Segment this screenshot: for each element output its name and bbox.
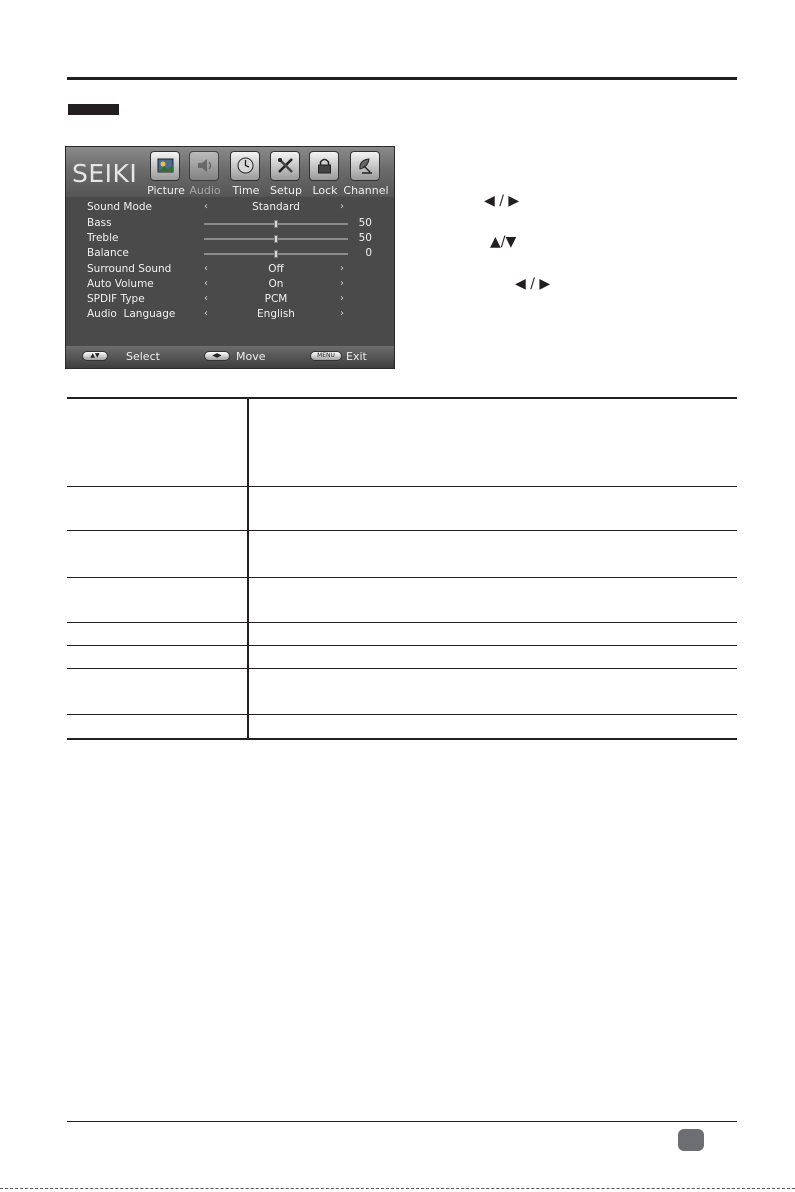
table-row-divider: [67, 714, 737, 715]
clock-icon: [230, 151, 260, 181]
table-row-divider: [67, 530, 737, 531]
osd-header: [66, 147, 394, 197]
tab-channel[interactable]: Channel: [345, 149, 387, 197]
chevron-left-icon[interactable]: ‹: [204, 278, 208, 289]
treble-slider[interactable]: [204, 238, 348, 240]
chevron-left-icon[interactable]: ‹: [204, 308, 208, 319]
header-rule: [67, 77, 737, 80]
setting-sound-mode[interactable]: Sound Mode ‹ Standard ›: [87, 201, 344, 213]
table-top-border: [67, 397, 737, 399]
tab-lock[interactable]: Lock: [304, 149, 346, 197]
slider-knob[interactable]: [274, 235, 278, 243]
osd-footer: ▲▼ Select ◀▶ Move MENU Exit: [66, 346, 394, 368]
section-tag: [68, 104, 119, 115]
setting-treble[interactable]: Treble 50: [87, 232, 372, 244]
setting-spdif-type[interactable]: SPDIF Type ‹ PCM ›: [87, 293, 344, 305]
table-row-divider: [67, 668, 737, 669]
menu-key-icon: MENU: [310, 351, 342, 361]
setup-icon: [270, 151, 300, 181]
chevron-left-icon[interactable]: ‹: [204, 201, 208, 212]
up-down-arrows-icon: ▲/▼: [490, 234, 517, 250]
left-right-arrows-icon: ◀ / ▶: [515, 276, 551, 292]
left-right-keys-icon: ◀▶: [204, 351, 230, 361]
chevron-right-icon[interactable]: ›: [340, 308, 344, 319]
trim-line: [0, 1188, 795, 1189]
picture-icon: [150, 151, 180, 181]
lock-icon: [309, 151, 339, 181]
seiki-logo: SEIKI: [72, 159, 138, 188]
table-column-divider: [247, 399, 249, 738]
up-down-keys-icon: ▲▼: [82, 351, 108, 361]
table-row-divider: [67, 577, 737, 578]
chevron-left-icon[interactable]: ‹: [204, 293, 208, 304]
table-row-divider: [67, 622, 737, 623]
slider-knob[interactable]: [274, 250, 278, 258]
channel-icon: [350, 151, 380, 181]
tab-picture[interactable]: Picture: [145, 149, 187, 197]
chevron-right-icon[interactable]: ›: [340, 263, 344, 274]
table-row-divider: [67, 486, 737, 487]
tab-setup[interactable]: Setup: [265, 149, 307, 197]
chevron-left-icon[interactable]: ‹: [204, 263, 208, 274]
setting-bass[interactable]: Bass 50: [87, 217, 372, 229]
bass-slider[interactable]: [204, 223, 348, 225]
footer-rule: [67, 1121, 737, 1122]
osd-audio-menu: [65, 146, 395, 369]
chevron-right-icon[interactable]: ›: [340, 201, 344, 212]
audio-icon: [189, 151, 219, 181]
setting-auto-volume[interactable]: Auto Volume ‹ On ›: [87, 278, 344, 290]
osd-settings-list: [66, 199, 394, 347]
table-bottom-border: [67, 738, 737, 740]
page-number-badge: [678, 1129, 704, 1151]
setting-surround-sound[interactable]: Surround Sound ‹ Off ›: [87, 263, 344, 275]
chevron-right-icon[interactable]: ›: [340, 293, 344, 304]
left-right-arrows-icon: ◀ / ▶: [484, 193, 520, 209]
balance-slider[interactable]: [204, 253, 348, 255]
chevron-right-icon[interactable]: ›: [340, 278, 344, 289]
setting-balance[interactable]: Balance 0: [87, 247, 372, 259]
tab-time[interactable]: Time: [225, 149, 267, 197]
table-row-divider: [67, 645, 737, 646]
tab-audio[interactable]: Audio: [184, 149, 226, 197]
setting-audio-language[interactable]: Audio Language ‹ English ›: [87, 308, 344, 320]
slider-knob[interactable]: [274, 220, 278, 228]
